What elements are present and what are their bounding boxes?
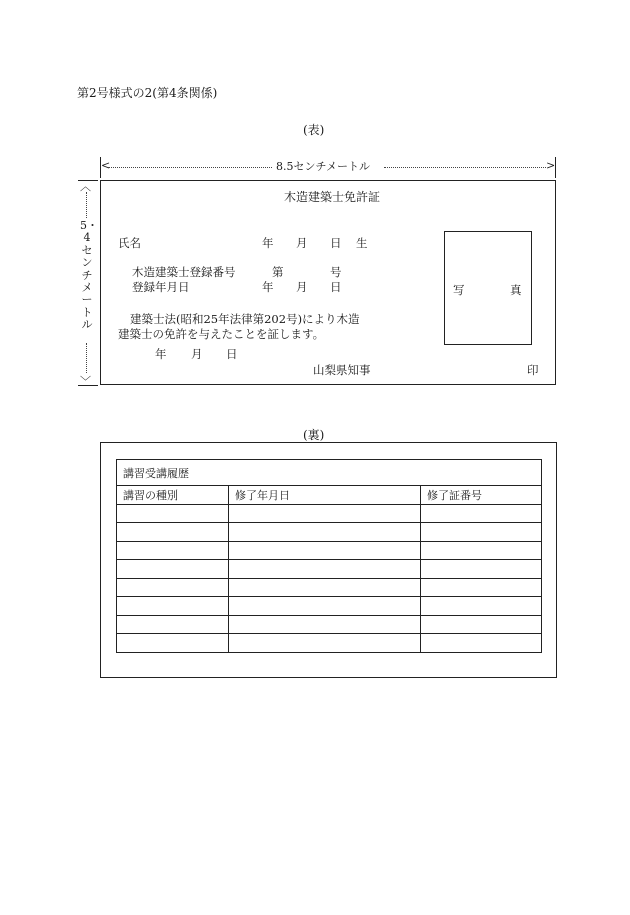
table-row (117, 504, 542, 523)
width-dim-label: 8.5センチメートル (276, 160, 371, 173)
reg-month: 月 (296, 280, 308, 294)
reg-number-label: 木造建築士登録番号 (132, 265, 236, 279)
table-cell (229, 578, 421, 597)
reg-year: 年 (262, 280, 274, 294)
table-cell (117, 541, 229, 560)
table-cell (421, 541, 542, 560)
form-title: 第2号様式の2(第4条関係) (77, 86, 218, 100)
training-history-table (116, 459, 542, 653)
column-header: 講習の種別 (117, 486, 229, 505)
column-header: 修了証番号 (421, 486, 542, 505)
table-cell (117, 597, 229, 616)
birth-day: 日 (330, 236, 342, 250)
table-cell (229, 560, 421, 579)
table-cell (421, 523, 542, 542)
arrow-left-icon: < (101, 159, 111, 172)
reg-date-label: 登録年月日 (132, 280, 190, 294)
statement-line-1: 建築士法(昭和25年法律第202号)により木造 (130, 312, 360, 326)
width-dim-line-left (108, 167, 272, 168)
height-dim-line-bottom (86, 343, 87, 373)
table-cell (229, 615, 421, 634)
table-cell (421, 634, 542, 653)
width-dim-line-right (384, 167, 546, 168)
front-label: (表) (303, 123, 325, 137)
issue-year: 年 (155, 347, 167, 361)
birth-year: 年 (262, 236, 274, 250)
birth-month: 月 (296, 236, 308, 250)
issue-day: 日 (226, 347, 238, 361)
table-row (117, 597, 542, 616)
table-cell (117, 504, 229, 523)
table-cell (117, 578, 229, 597)
table-cell (229, 523, 421, 542)
table-cell (229, 597, 421, 616)
table-cell (117, 523, 229, 542)
height-dim-line-top (86, 192, 87, 218)
issuer: 山梨県知事 (313, 363, 371, 377)
table-title: 講習受講履歴 (117, 460, 542, 486)
issue-month: 月 (191, 347, 203, 361)
table-row (117, 523, 542, 542)
table-title-row (117, 460, 542, 486)
reg-number-suffix: 号 (330, 265, 342, 279)
table-cell (117, 560, 229, 579)
height-dim-label: 5・4センチメートル (80, 219, 98, 332)
table-cell (229, 634, 421, 653)
back-label: (裏) (303, 428, 325, 442)
seal-mark: 印 (527, 363, 539, 377)
birth-suffix: 生 (356, 236, 368, 250)
card-title: 木造建築士免許証 (284, 190, 381, 204)
statement-line-2: 建築士の免許を与えたことを証します。 (118, 327, 325, 341)
table-cell (117, 634, 229, 653)
table-row (117, 541, 542, 560)
table-row (117, 634, 542, 653)
table-cell (229, 541, 421, 560)
table-cell (421, 615, 542, 634)
table-cell (421, 597, 542, 616)
column-header: 修了年月日 (229, 486, 421, 505)
arrow-down-icon: ﹀ (80, 375, 91, 388)
table-row (117, 578, 542, 597)
table-cell (421, 560, 542, 579)
arrow-right-icon: > (546, 159, 556, 172)
table-cell (421, 504, 542, 523)
arrow-up-icon: ︿ (80, 180, 91, 193)
table-cell (229, 504, 421, 523)
table-cell (421, 578, 542, 597)
reg-day: 日 (330, 280, 342, 294)
reg-number-prefix: 第 (272, 265, 284, 279)
table-cell (117, 615, 229, 634)
photo-char-2: 真 (510, 283, 522, 297)
table-row (117, 560, 542, 579)
table-header-row (117, 486, 542, 505)
name-label: 氏名 (118, 236, 141, 250)
table-row (117, 615, 542, 634)
photo-char-1: 写 (453, 283, 465, 297)
